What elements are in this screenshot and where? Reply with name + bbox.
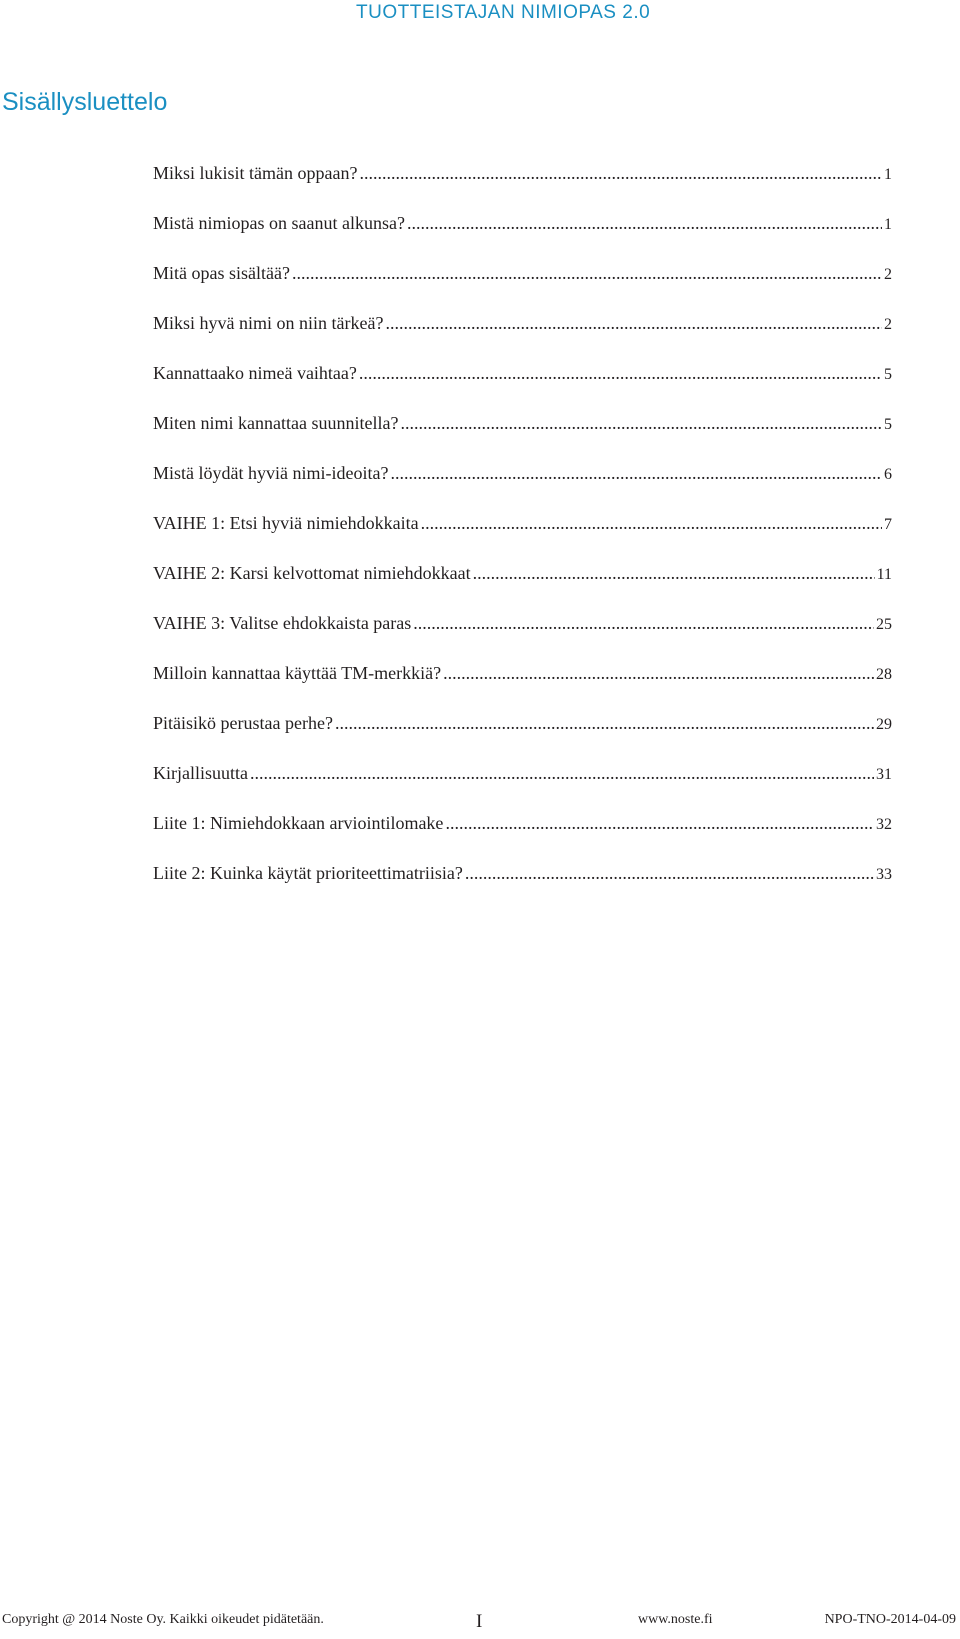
toc-entry[interactable] bbox=[153, 210, 892, 260]
toc-entry-page: 2 bbox=[884, 316, 892, 333]
toc-entry-label: Kannattaako nimeä vaihtaa? bbox=[153, 363, 357, 383]
dot-leader bbox=[445, 810, 874, 836]
dot-leader bbox=[465, 860, 874, 886]
dot-leader bbox=[359, 160, 882, 186]
dot-leader bbox=[443, 660, 874, 686]
toc-entry-page: 2 bbox=[884, 266, 892, 283]
toc-entry-label: Pitäisikö perustaa perhe? bbox=[153, 713, 333, 733]
dot-leader bbox=[407, 210, 882, 236]
dot-leader bbox=[250, 760, 874, 786]
toc-entry[interactable] bbox=[153, 710, 892, 760]
toc-entry-page: 5 bbox=[884, 416, 892, 433]
footer-document-id: NPO-TNO-2014-04-09 bbox=[824, 1612, 956, 1627]
toc-entry-label: VAIHE 1: Etsi hyviä nimiehdokkaita bbox=[153, 513, 419, 533]
toc-entry-label: Liite 2: Kuinka käytät prioriteettimatriisia? bbox=[153, 863, 463, 883]
dot-leader bbox=[292, 260, 882, 286]
dot-leader bbox=[421, 510, 882, 536]
dot-leader bbox=[413, 610, 874, 636]
toc-entry-page: 29 bbox=[876, 716, 892, 733]
toc-entry[interactable] bbox=[153, 810, 892, 860]
dot-leader bbox=[385, 310, 882, 336]
toc-entry-page: 28 bbox=[876, 666, 892, 683]
toc-heading: Sisällysluettelo bbox=[2, 88, 168, 116]
toc-entry-label: Liite 1: Nimiehdokkaan arviointilomake bbox=[153, 813, 444, 833]
toc-entry-label: Milloin kannattaa käyttää TM-merkkiä? bbox=[153, 663, 442, 683]
toc-entry[interactable] bbox=[153, 760, 892, 810]
toc-entry-label: Miten nimi kannattaa suunnitella? bbox=[153, 413, 399, 433]
dot-leader bbox=[335, 710, 874, 736]
toc-entry-label: VAIHE 3: Valitse ehdokkaista paras bbox=[153, 613, 412, 633]
toc-entry[interactable] bbox=[153, 660, 892, 710]
toc-entry-page: 1 bbox=[884, 166, 892, 183]
toc-entry[interactable] bbox=[153, 260, 892, 310]
toc-entry-page: 11 bbox=[876, 566, 892, 583]
toc-entry[interactable] bbox=[153, 310, 892, 360]
toc-entry[interactable] bbox=[153, 560, 892, 610]
dot-leader bbox=[473, 560, 875, 586]
toc-entry[interactable] bbox=[153, 860, 892, 910]
toc-entry-label: Mitä opas sisältää? bbox=[153, 263, 290, 283]
toc-entry-page: 7 bbox=[884, 516, 892, 533]
toc-entry[interactable] bbox=[153, 410, 892, 460]
document-header-title: TUOTTEISTAJAN NIMIOPAS 2.0 bbox=[356, 2, 651, 23]
dot-leader bbox=[400, 410, 882, 436]
toc-entry-page: 6 bbox=[884, 466, 892, 483]
toc-entry-label: Kirjallisuutta bbox=[153, 763, 248, 783]
dot-leader bbox=[390, 460, 882, 486]
footer-website-link[interactable]: www.noste.fi bbox=[638, 1612, 713, 1627]
toc-entry-page: 33 bbox=[876, 866, 892, 883]
toc-entry-label: Miksi hyvä nimi on niin tärkeä? bbox=[153, 313, 384, 333]
toc-entry[interactable] bbox=[153, 510, 892, 560]
footer-page-number: I bbox=[476, 1611, 483, 1632]
toc-entry[interactable] bbox=[153, 360, 892, 410]
page-footer bbox=[0, 1609, 960, 1631]
toc-entry-label: Mistä löydät hyviä nimi-ideoita? bbox=[153, 463, 389, 483]
toc-entry[interactable] bbox=[153, 460, 892, 510]
dot-leader bbox=[359, 360, 882, 386]
table-of-contents bbox=[153, 160, 892, 910]
toc-entry-page: 1 bbox=[884, 216, 892, 233]
footer-copyright: Copyright @ 2014 Noste Oy. Kaikki oikeudet pidätetään. bbox=[2, 1612, 324, 1627]
toc-entry-label: VAIHE 2: Karsi kelvottomat nimiehdokkaat bbox=[153, 563, 471, 583]
toc-entry[interactable] bbox=[153, 610, 892, 660]
toc-entry-label: Miksi lukisit tämän oppaan? bbox=[153, 163, 358, 183]
toc-entry[interactable] bbox=[153, 160, 892, 210]
toc-entry-page: 25 bbox=[876, 616, 892, 633]
toc-entry-label: Mistä nimiopas on saanut alkunsa? bbox=[153, 213, 405, 233]
toc-entry-page: 5 bbox=[884, 366, 892, 383]
toc-entry-page: 32 bbox=[876, 816, 892, 833]
toc-entry-page: 31 bbox=[876, 766, 892, 783]
